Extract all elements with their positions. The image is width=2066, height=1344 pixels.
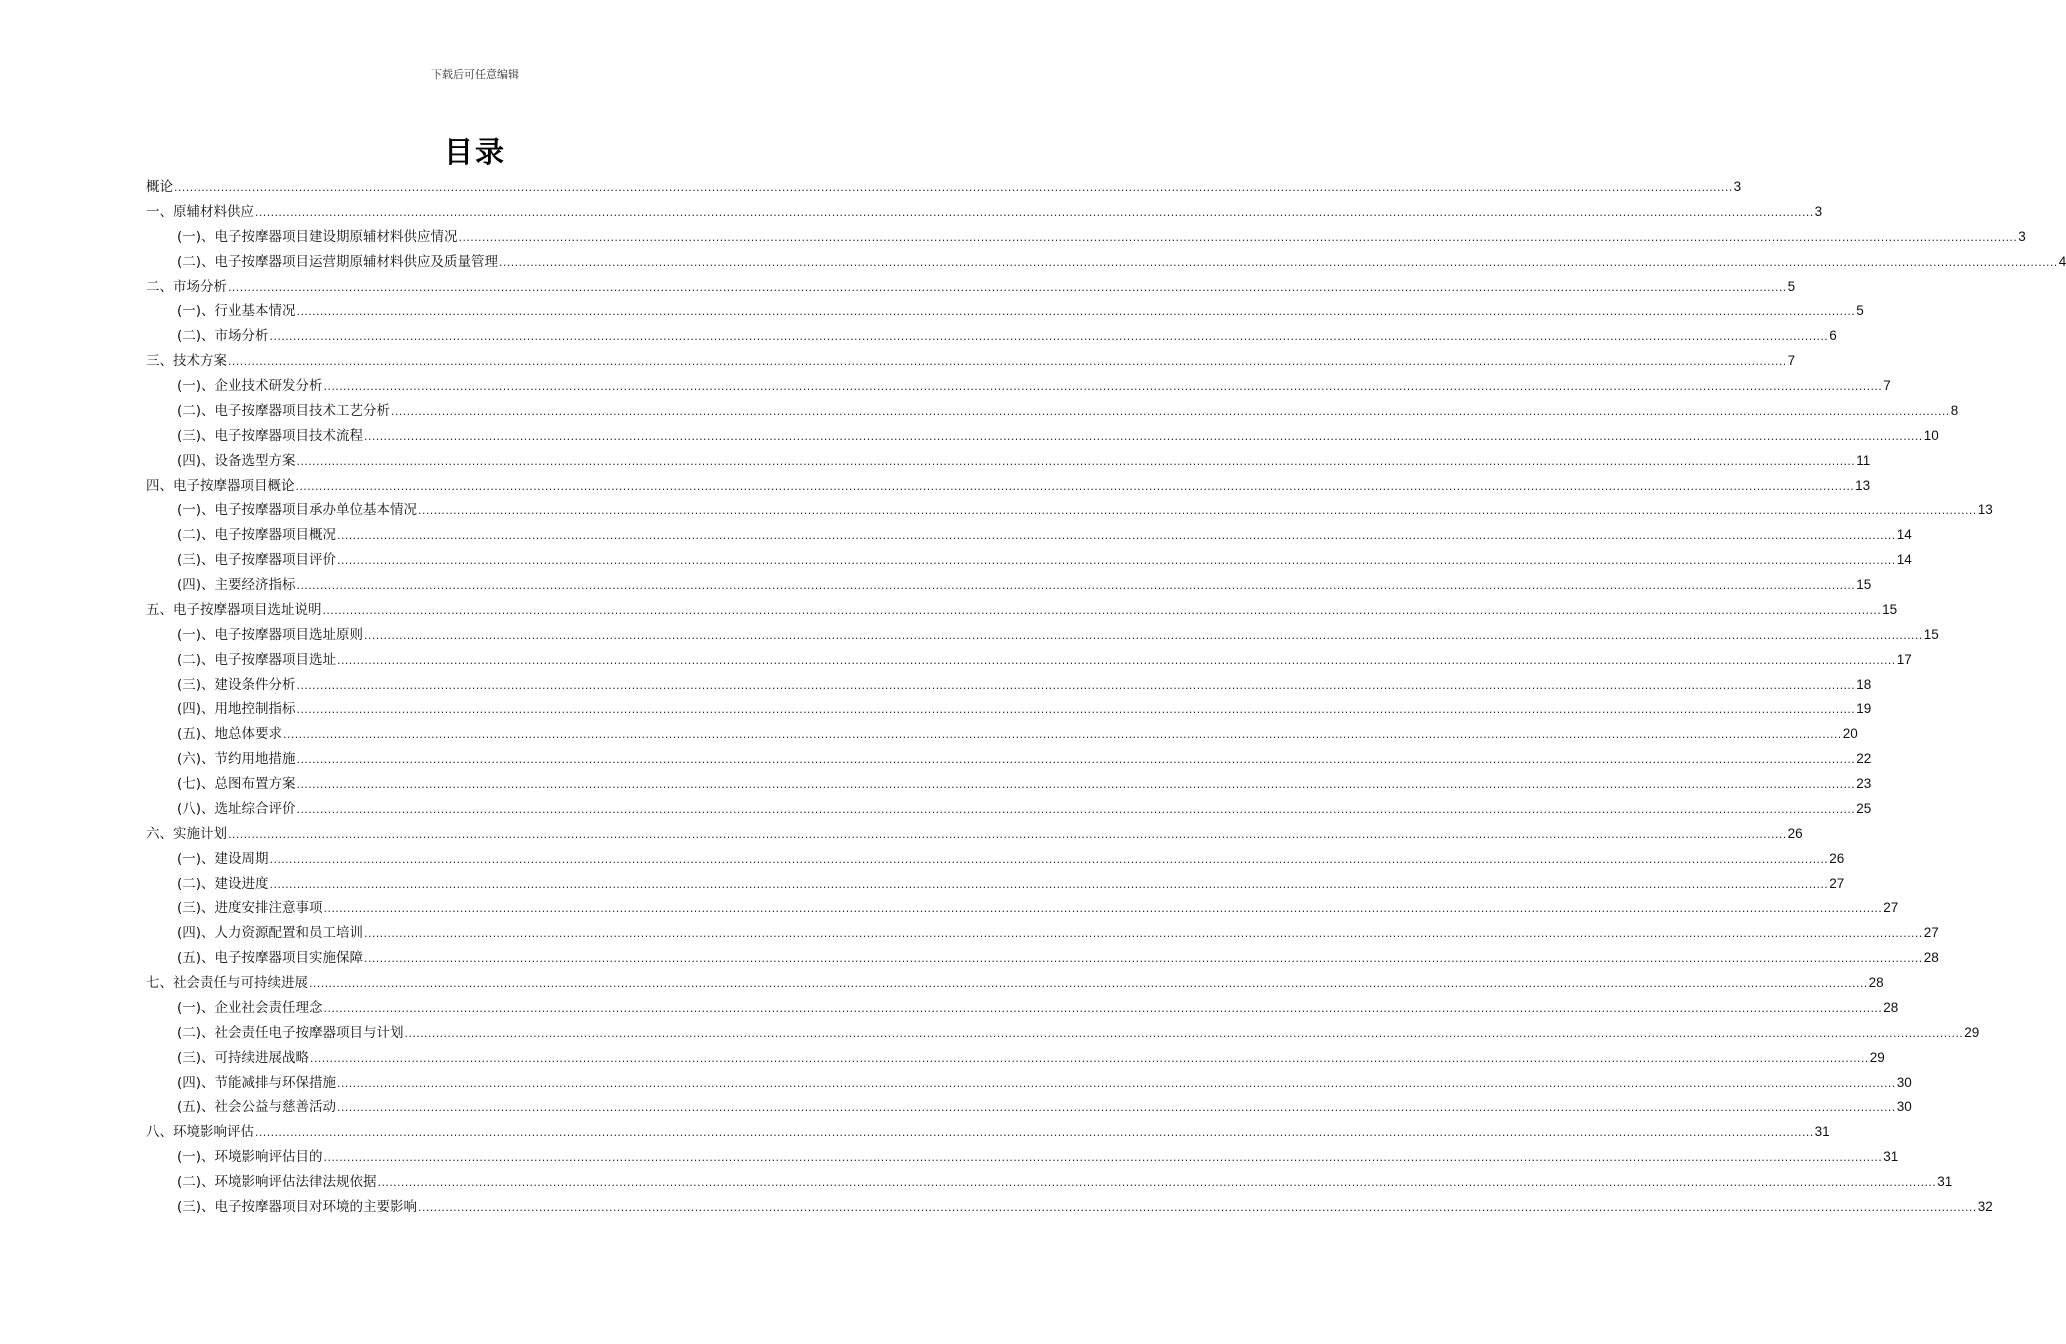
toc-dot-leader: ................................................................................................................................................................................................................................................................................................................................................................................................................ — [228, 355, 1787, 369]
toc-entry-page-number: 11 — [1856, 452, 1871, 468]
toc-dot-leader: ................................................................................................................................................................................................................................................................................................................................................................................................................ — [418, 1200, 1977, 1214]
toc-entry-page-number: 6 — [1829, 328, 1837, 344]
toc-entry-label: (二)、建设进度 — [177, 875, 269, 892]
toc-entry-section[interactable] — [146, 673, 1872, 698]
toc-entry-page-number: 15 — [1923, 626, 1939, 642]
toc-entry-page-number: 32 — [1977, 1198, 1993, 1214]
toc-entry-page-number: 14 — [1896, 552, 1912, 568]
toc-entry-chapter[interactable] — [146, 175, 1742, 200]
toc-dot-leader: ................................................................................................................................................................................................................................................................................................................................................................................................................ — [296, 753, 1856, 767]
toc-entry-label: (一)、企业技术研发分析 — [177, 378, 323, 394]
toc-dot-leader: ................................................................................................................................................................................................................................................................................................................................................................................................................ — [323, 380, 1883, 393]
toc-entry-page-number: 27 — [1829, 875, 1845, 891]
toc-entry-page-number: 7 — [1883, 378, 1891, 393]
toc-dot-leader: ................................................................................................................................................................................................................................................................................................................................................................................................................ — [255, 1126, 1814, 1140]
toc-dot-leader: ................................................................................................................................................................................................................................................................................................................................................................................................................ — [295, 479, 1855, 493]
toc-dot-leader: ................................................................................................................................................................................................................................................................................................................................................................................................................ — [337, 653, 1896, 667]
toc-dot-leader: ................................................................................................................................................................................................................................................................................................................................................................................................................ — [418, 504, 1977, 518]
toc-entry-section[interactable] — [146, 772, 1872, 797]
toc-entry-page-number: 4 — [2058, 253, 2066, 269]
toc-entry-section[interactable] — [146, 573, 1872, 598]
toc-entry-section[interactable] — [146, 797, 1872, 822]
toc-entry-section[interactable] — [146, 424, 1939, 449]
toc-entry-label: (五)、地总体要求 — [177, 726, 283, 743]
table-of-contents — [146, 175, 2066, 1220]
toc-entry-label: (四)、设备选型方案 — [177, 452, 296, 469]
toc-dot-leader: ................................................................................................................................................................................................................................................................................................................................................................................................................ — [323, 902, 1883, 916]
toc-entry-section[interactable] — [146, 722, 1858, 747]
toc-dot-leader: ................................................................................................................................................................................................................................................................................................................................................................................................................ — [404, 1026, 1964, 1040]
toc-entry-page-number: 31 — [1937, 1174, 1953, 1189]
toc-entry-section[interactable] — [146, 996, 1899, 1021]
toc-entry-page-number: 28 — [1923, 950, 1939, 966]
toc-entry-section[interactable] — [146, 896, 1899, 921]
toc-entry-label: 六、实施计划 — [146, 825, 227, 842]
toc-entry-chapter[interactable] — [146, 971, 1884, 996]
toc-entry-section[interactable] — [146, 299, 1864, 324]
toc-dot-leader: ................................................................................................................................................................................................................................................................................................................................................................................................................ — [337, 529, 1896, 543]
toc-entry-section[interactable] — [146, 374, 1891, 399]
toc-entry-page-number: 31 — [1883, 1149, 1899, 1165]
toc-dot-leader: ................................................................................................................................................................................................................................................................................................................................................................................................................ — [337, 554, 1896, 568]
toc-entry-section[interactable] — [146, 1170, 1953, 1195]
toc-entry-section[interactable] — [146, 921, 1939, 946]
toc-entry-chapter[interactable] — [146, 474, 1871, 499]
toc-dot-leader: ................................................................................................................................................................................................................................................................................................................................................................................................................ — [377, 1176, 1937, 1189]
toc-entry-label: 七、社会责任与可持续进展 — [146, 975, 308, 991]
toc-dot-leader: ................................................................................................................................................................................................................................................................................................................................................................................................................ — [364, 927, 1923, 941]
toc-entry-chapter[interactable] — [146, 598, 1898, 623]
toc-entry-label: (一)、电子按摩器项目选址原则 — [177, 626, 364, 643]
toc-entry-page-number: 18 — [1856, 676, 1872, 692]
toc-entry-label: 一、原辅材料供应 — [146, 203, 254, 220]
page-title: 目录 — [443, 135, 506, 169]
toc-dot-leader: ................................................................................................................................................................................................................................................................................................................................................................................................................ — [391, 404, 1950, 418]
toc-entry-chapter[interactable] — [146, 1120, 1830, 1145]
toc-dot-leader: ................................................................................................................................................................................................................................................................................................................................................................................................................ — [296, 703, 1856, 717]
toc-entry-page-number: 26 — [1829, 850, 1845, 866]
toc-entry-section[interactable] — [146, 250, 2066, 275]
toc-entry-section[interactable] — [146, 548, 1912, 573]
toc-dot-leader: ................................................................................................................................................................................................................................................................................................................................................................................................................ — [323, 1001, 1883, 1015]
toc-dot-leader: ................................................................................................................................................................................................................................................................................................................................................................................................................ — [296, 305, 1856, 319]
toc-entry-label: (一)、环境影响评估目的 — [177, 1149, 323, 1166]
toc-entry-section[interactable] — [146, 324, 1837, 349]
toc-entry-page-number: 30 — [1896, 1074, 1912, 1090]
toc-entry-page-number: 31 — [1814, 1124, 1830, 1140]
toc-entry-section[interactable] — [146, 399, 1959, 424]
toc-entry-label: 概论 — [146, 179, 173, 195]
toc-entry-label: 八、环境影响评估 — [146, 1124, 254, 1141]
toc-entry-label: (一)、行业基本情况 — [177, 303, 296, 320]
toc-entry-label: (五)、社会公益与慈善活动 — [177, 1099, 337, 1116]
toc-entry-label: (三)、电子按摩器项目技术流程 — [177, 427, 364, 444]
toc-entry-label: (三)、建设条件分析 — [177, 676, 296, 693]
toc-entry-label: (四)、用地控制指标 — [177, 701, 296, 718]
toc-dot-leader: ................................................................................................................................................................................................................................................................................................................................................................................................................ — [228, 280, 1787, 294]
toc-entry-page-number: 3 — [1814, 203, 1823, 219]
toc-entry-page-number: 3 — [2018, 228, 2026, 244]
toc-entry-label: (二)、社会责任电子按摩器项目与计划 — [177, 1024, 404, 1041]
toc-entry-page-number: 26 — [1787, 825, 1803, 841]
toc-entry-section[interactable] — [146, 1145, 1899, 1170]
toc-entry-label: (四)、节能减排与环保措施 — [177, 1074, 337, 1091]
toc-dot-leader: ................................................................................................................................................................................................................................................................................................................................................................................................................ — [309, 977, 1868, 990]
toc-entry-page-number: 8 — [1950, 402, 1959, 418]
toc-entry-section[interactable] — [146, 1071, 1912, 1096]
toc-entry-page-number: 14 — [1896, 527, 1912, 543]
toc-entry-label: (二)、电子按摩器项目运营期原辅材料供应及质量管理 — [177, 253, 499, 270]
toc-entry-section[interactable] — [146, 1195, 1993, 1220]
toc-entry-label: (六)、节约用地措施 — [177, 751, 296, 768]
toc-entry-page-number: 23 — [1856, 776, 1872, 791]
toc-entry-page-number: 22 — [1856, 751, 1872, 767]
toc-entry-page-number: 7 — [1787, 353, 1796, 369]
toc-entry-section[interactable] — [146, 498, 1993, 523]
toc-entry-label: (一)、企业社会责任理念 — [177, 999, 323, 1016]
toc-entry-section[interactable] — [146, 697, 1872, 722]
toc-entry-label: (一)、电子按摩器项目建设期原辅材料供应情况 — [177, 228, 458, 245]
toc-dot-leader: ................................................................................................................................................................................................................................................................................................................................................................................................................ — [337, 1101, 1896, 1115]
toc-entry-page-number: 17 — [1896, 651, 1912, 667]
toc-entry-label: (三)、可持续进展战略 — [177, 1049, 310, 1066]
toc-entry-section[interactable] — [146, 623, 1939, 648]
toc-entry-label: (三)、进度安排注意事项 — [177, 900, 323, 917]
toc-entry-page-number: 28 — [1868, 975, 1884, 990]
toc-dot-leader: ................................................................................................................................................................................................................................................................................................................................................................................................................ — [499, 255, 2058, 269]
toc-dot-leader: ................................................................................................................................................................................................................................................................................................................................................................................................................ — [364, 429, 1923, 443]
toc-entry-page-number: 29 — [1964, 1024, 1980, 1040]
toc-entry-page-number: 25 — [1856, 800, 1872, 816]
toc-entry-label: (八)、选址综合评价 — [177, 800, 296, 817]
toc-entry-page-number: 15 — [1856, 577, 1872, 592]
toc-entry-label: 三、技术方案 — [146, 353, 227, 370]
toc-entry-section[interactable] — [146, 225, 2026, 250]
toc-dot-leader: ................................................................................................................................................................................................................................................................................................................................................................................................................ — [296, 678, 1856, 692]
toc-entry-label: 五、电子按摩器项目选址说明 — [146, 601, 322, 618]
toc-entry-section[interactable] — [146, 523, 1912, 548]
toc-entry-label: (二)、电子按摩器项目概况 — [177, 527, 337, 544]
toc-dot-leader: ................................................................................................................................................................................................................................................................................................................................................................................................................ — [296, 454, 1856, 468]
toc-entry-label: (四)、人力资源配置和员工培训 — [177, 925, 364, 942]
toc-entry-page-number: 19 — [1856, 701, 1872, 717]
toc-entry-label: (三)、电子按摩器项目评价 — [177, 552, 337, 569]
toc-dot-leader: ................................................................................................................................................................................................................................................................................................................................................................................................................ — [364, 952, 1923, 966]
toc-entry-label: (二)、电子按摩器项目技术工艺分析 — [177, 402, 391, 419]
toc-entry-section[interactable] — [146, 872, 1845, 897]
toc-entry-page-number: 15 — [1882, 601, 1898, 617]
toc-entry-page-number: 5 — [1856, 303, 1864, 319]
toc-entry-page-number: 13 — [1977, 502, 1993, 518]
toc-entry-chapter[interactable] — [146, 349, 1796, 374]
toc-dot-leader: ................................................................................................................................................................................................................................................................................................................................................................................................................ — [310, 1051, 1869, 1065]
toc-entry-section[interactable] — [146, 1095, 1912, 1120]
toc-entry-section[interactable] — [146, 847, 1845, 872]
toc-dot-leader: ................................................................................................................................................................................................................................................................................................................................................................................................................ — [255, 205, 1814, 219]
page-header: 下载后可任意编辑 — [431, 68, 519, 81]
toc-entry-chapter[interactable] — [146, 200, 1823, 225]
toc-entry-label: (五)、电子按摩器项目实施保障 — [177, 950, 364, 967]
toc-entry-label: (二)、环境影响评估法律法规依据 — [177, 1174, 377, 1190]
toc-entry-label: (一)、建设周期 — [177, 850, 269, 867]
toc-dot-leader: ................................................................................................................................................................................................................................................................................................................................................................................................................ — [283, 728, 1842, 742]
toc-dot-leader: ................................................................................................................................................................................................................................................................................................................................................................................................................ — [269, 330, 1829, 344]
toc-entry-section[interactable] — [146, 648, 1912, 673]
toc-dot-leader: ................................................................................................................................................................................................................................................................................................................................................................................................................ — [174, 181, 1733, 194]
toc-entry-page-number: 30 — [1896, 1099, 1912, 1115]
toc-entry-section[interactable] — [146, 1046, 1885, 1071]
toc-dot-leader: ................................................................................................................................................................................................................................................................................................................................................................................................................ — [296, 802, 1856, 816]
toc-entry-label: (三)、电子按摩器项目对环境的主要影响 — [177, 1198, 418, 1215]
toc-entry-page-number: 3 — [1733, 179, 1742, 194]
toc-dot-leader: ................................................................................................................................................................................................................................................................................................................................................................................................................ — [269, 852, 1829, 866]
toc-dot-leader: ................................................................................................................................................................................................................................................................................................................................................................................................................ — [296, 778, 1856, 791]
toc-entry-page-number: 13 — [1855, 477, 1871, 493]
toc-entry-label: (二)、市场分析 — [177, 328, 269, 345]
toc-dot-leader: ................................................................................................................................................................................................................................................................................................................................................................................................................ — [337, 1076, 1896, 1090]
toc-entry-label: (一)、电子按摩器项目承办单位基本情况 — [177, 502, 418, 519]
toc-entry-section[interactable] — [146, 946, 1939, 971]
toc-entry-chapter[interactable] — [146, 822, 1803, 847]
toc-entry-page-number: 27 — [1883, 900, 1899, 916]
toc-dot-leader: ................................................................................................................................................................................................................................................................................................................................................................................................................ — [323, 1151, 1883, 1165]
toc-dot-leader: ................................................................................................................................................................................................................................................................................................................................................................................................................ — [269, 877, 1829, 891]
toc-entry-section[interactable] — [146, 1021, 1980, 1046]
toc-entry-label: 四、电子按摩器项目概论 — [146, 477, 295, 494]
toc-dot-leader: ................................................................................................................................................................................................................................................................................................................................................................................................................ — [296, 579, 1856, 592]
toc-entry-label: (二)、电子按摩器项目选址 — [177, 651, 337, 668]
toc-entry-section[interactable] — [146, 449, 1871, 474]
toc-entry-section[interactable] — [146, 747, 1872, 772]
toc-entry-page-number: 27 — [1923, 925, 1939, 941]
toc-dot-leader: ................................................................................................................................................................................................................................................................................................................................................................................................................ — [322, 603, 1882, 617]
toc-dot-leader: ................................................................................................................................................................................................................................................................................................................................................................................................................ — [364, 628, 1923, 642]
toc-entry-chapter[interactable] — [146, 275, 1796, 300]
toc-entry-page-number: 10 — [1923, 427, 1939, 443]
toc-entry-page-number: 5 — [1787, 278, 1796, 294]
toc-dot-leader: ................................................................................................................................................................................................................................................................................................................................................................................................................ — [228, 827, 1787, 841]
toc-entry-page-number: 20 — [1842, 726, 1858, 742]
toc-entry-label: (七)、总图布置方案 — [177, 776, 296, 792]
toc-dot-leader: ................................................................................................................................................................................................................................................................................................................................................................................................................ — [458, 230, 2018, 244]
toc-entry-label: (四)、主要经济指标 — [177, 577, 296, 593]
toc-entry-label: 二、市场分析 — [146, 278, 227, 295]
toc-entry-page-number: 28 — [1883, 999, 1899, 1015]
toc-entry-page-number: 29 — [1869, 1049, 1885, 1065]
